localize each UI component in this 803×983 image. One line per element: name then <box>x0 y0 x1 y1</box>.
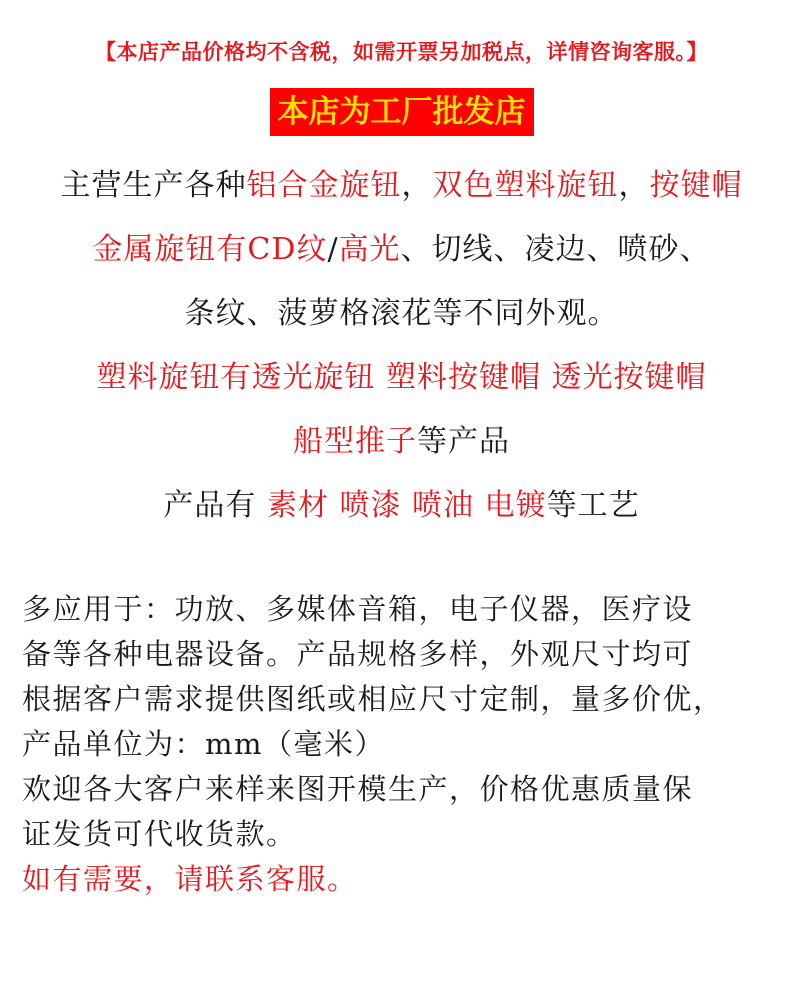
product-slider: 船型推子 <box>293 424 417 459</box>
intro-line-3: 条纹、菠萝格滚花等不同外观。 <box>184 296 619 331</box>
para-line-1: 多应用于：功放、多媒体音箱，电子仪器，医疗设 <box>22 592 694 626</box>
metal-knob-cd: 金属旋钮有CD纹 <box>92 232 328 267</box>
banner-wrap <box>0 88 803 136</box>
para-line-5: 欢迎各大客户来样来图开模生产，价格优惠质量保 <box>22 772 694 806</box>
product-keycap: 按键帽 <box>649 168 743 203</box>
comma: ， <box>401 168 433 203</box>
slash: / <box>327 232 339 267</box>
para-line-3: 根据客户需求提供图纸或相应尺寸定制，量多价优， <box>22 682 724 716</box>
etc-products: 等产品 <box>417 424 510 459</box>
para-line-4: 产品单位为：mm（毫米） <box>22 727 385 761</box>
product-two-color-knob: 双色塑料旋钮 <box>432 168 619 203</box>
factory-banner: 本店为工厂批发店 <box>270 88 534 136</box>
product-aluminum-knob: 铝合金旋钮 <box>246 168 402 203</box>
intro-line-4: 塑料旋钮有透光旋钮 塑料按键帽 透光按键帽 <box>96 360 707 395</box>
para-line-6: 证发货可代收货款。 <box>22 817 297 851</box>
contact-closing: 如有需要，请联系客服。 <box>22 862 358 896</box>
tax-notice: 【本店产品价格均不含税，如需开票另加税点，详情咨询客服。】 <box>95 39 708 64</box>
para-line-2: 备等各种电器设备。产品规格多样，外观尺寸均可 <box>22 637 694 671</box>
intro-line-6 <box>0 480 803 524</box>
intro-line-5 <box>0 416 803 460</box>
metal-knob-gloss: 高光 <box>338 232 401 267</box>
process-prefix: 产品有 <box>163 488 267 523</box>
comma: ， <box>618 168 650 203</box>
finish-list: 、切线、凌边、喷砂、 <box>400 232 711 267</box>
intro-line-1 <box>0 160 803 204</box>
intro-line-2 <box>0 224 803 268</box>
process-list: 素材 喷漆 喷油 电镀 <box>266 488 547 523</box>
intro-main: 主营生产各种 <box>60 168 247 203</box>
process-suffix: 等工艺 <box>546 488 640 523</box>
